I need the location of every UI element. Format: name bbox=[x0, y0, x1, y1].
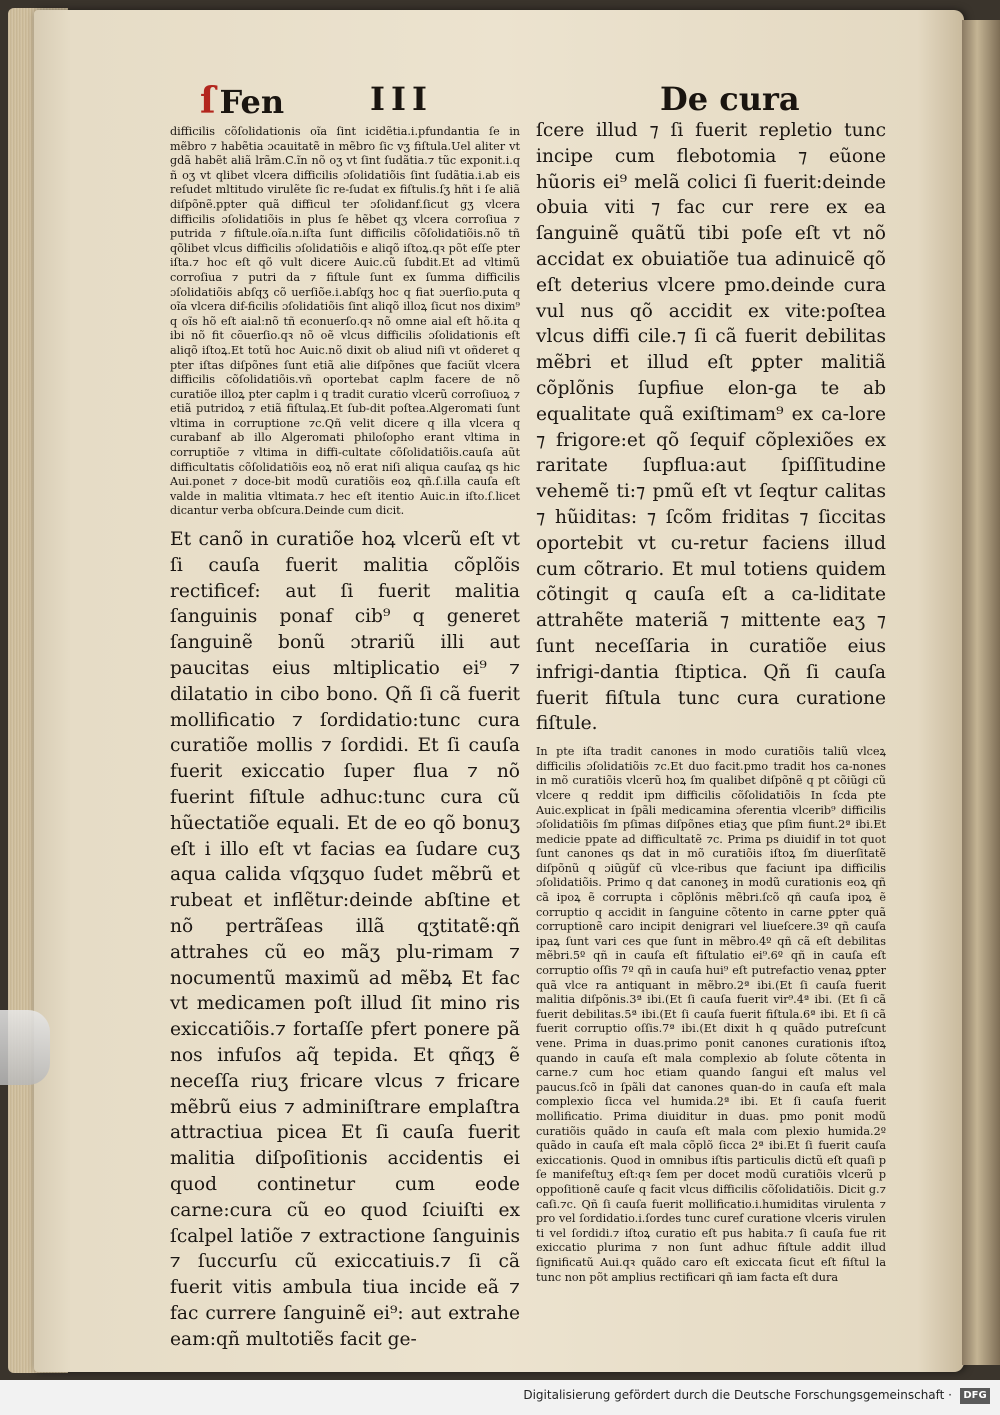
running-head-right: De cura bbox=[660, 80, 800, 118]
commentary-block-left: difficilis cõſolidationis oĩa ſint icidẽtia.i.pfundantia ſe in mẽbro ⁊ habẽtia ɔcauitatẽ in mẽbro ſic vʒ fiſtula.Uel aliter vt gdã habẽt aliã lrãm.C.ĩn nõ oʒ vt ſint ſudãtia.⁊ tũc exponit.i.q ñ oʒ vt qlibet vlcera difficilis ɔſolidatiõis ſint ſudãtia.i.ab eis reſudet mltitudo virulẽte ſic re-ſudat ex fiſtulis.ſʒ hñt i ſe aliã diſpõnẽ.ppter quã difficul ter ɔſolidanf.ſicut gʒ vlcera difficilis ɔſolidatiõis in plus ſe hẽbet qʒ vlcera corroſiua ⁊ putrida ⁊ fiſtule.oĩa.n.iſta ſunt difficilis cõſolidatiõis.nõ tñ qõlibet vlcus difficilis ɔſolidatiõis e aliqõ iſtoꝝ.qꝛ põt eſſe pter iſta.⁊ hoc eſt qõ vult dicere Auic.cũ ſubdit.Et ad vltimũ corroſiua ⁊ putri da ⁊ fiſtule ſunt ex ſumma difficilis ɔſolidatiõis abſqʒ cõ uerſiõe.i.abſqʒ hoc q fiat ɔuerſio.puta q oĩa vlcera dif-ficilis ɔſolidatiõis ſint aliqõ illoꝝ ſicut nos dixim⁹ q oĩs hõ eſt aial:nõ tñ econuerſo.qꝛ nõ omne aial eſt hõ.ita q ibi nõ fit cõuerſio.qꝛ nõ oẽ vlcus difficilis ɔſolidationis eſt aliqõ iſtoꝝ.Et totũ hoc Auic.nõ dixit ob aliud niſi vt oñderet q pter iſtas diſpõnes ſunt etiã alie diſpõnes que faciũt vlcera difficilis cõſolidatiõis.vñ oportebat caplm facere de nõ curatiõe illoꝝ pter caplm i q tradit curatio vlcerũ corroſiuoꝝ ⁊ etiã putridoꝝ ⁊ etiã fiſtulaꝝ.Et ſub-dit poſtea.Algeromati ſunt vltima in corruptione ⁊c.Qñ velit dicere q illa vlcera q curabanf ab illo Algeromati philoſopho erant vltima in corruptiõe ⁊ vltima in diffi-cultate cõſolidatiõis.cauſa aũt difficultatis cõſolidatiõis eoꝝ nõ erat niſi aliqua cauſaꝝ qs hic Aui.ponet ⁊ doce-bit modũ curatiõis eoꝝ qñ.ſ.illa cauſa eſt valde in malitia vltimata.⁊ hec eſt itentio Auic.in iſto.ſ.licet dicantur verba obſcura.Deinde cum dicit. bbox=[170, 125, 520, 518]
page-edge-right bbox=[962, 20, 1000, 1365]
right-column bbox=[536, 118, 886, 1285]
running-head-numeral: III bbox=[370, 80, 433, 118]
footer-credit: Digitalisierung gefördert durch die Deutsche Forschungsgemeinschaft · bbox=[523, 1388, 952, 1402]
main-text-block-left: Et canõ in curatiõe hoꝝ vlcerũ eſt vt ſi cauſa fuerit malitia cõplõis rectificef: aut ſi fuerit malitia ſanguinis ponaf cib⁹ q generet ſanguinẽ bonũ ɔtrariũ illi aut paucitas eius mltiplicatio ei⁹ ⁊ dilatatio in cibo bono. Qñ ſi cã fuerit mollificatio ⁊ ſordidatio:tunc cura curatiõe mollis ⁊ ſordidi. Et ſi cauſa fuerit exiccatio ſuper flua ⁊ nõ fuerint fiſtule adhuc:tunc cura cũ hũectatiõe equali. Et de eo qõ bonuʒ eſt i illo eſt vt facias ea ſudare cuʒ aqua calida vſqʒquo ſudet mẽbrũ et rubeat et inflẽtur:deinde abſtine et nõ pertrãſeas illã qʒtitatẽ:qñ attrahes cũ eo mãʒ plu-rimam ⁊ nocumentũ maximũ ad mẽbꝝ Et fac vt medicamen poſt illud ſit mino ris exiccatiõis.⁊ fortaſſe pfert ponere pã nos infuſos aq̃ tepida. Et qñqʒ ẽ neceſſa riuʒ fricare vlcus ⁊ fricare mẽbrũ eius ⁊ adminiſtrare emplaſtra attractiua picea Et ſi cauſa fuerit malitia diſpoſitionis accidentis ei quod continetur cum eode carne:cura cũ eo quod ſciuiſti ex ſcalpel latiõe ⁊ extractione ſanguinis ⁊ ſuccurſu cũ exiccatiuis.⁊ ſi cã fuerit vitis ambula tiua incide eã ⁊ fac currere ſanguinẽ ei⁹: aut extrahe eam:qñ multotiẽs facit ge- bbox=[170, 529, 520, 1350]
running-head-left-text: Fen bbox=[219, 83, 285, 121]
rubric-mark: ſ bbox=[200, 80, 216, 122]
dfg-logo: DFG bbox=[960, 1388, 990, 1404]
commentary-block-right: In pte iſta tradit canones in modo curatiõis taliũ vlceꝝ difficilis ɔſolidatiõis ⁊c.Et duo facit.pmo tradit hos ca-nones in mõ curatiõis vlcerũ hoꝝ ſm qualibet diſpõnẽ q pt cõiũgi cũ vlcere q reddit ipm difficilis cõſolidatiõis In ſcda pte Auic.explicat in ſpãli medicamina ɔferentia vlcerib⁹ difficilis ɔſolidatiõis ſm pſimas diſpõnes etiaʒ que pſim fiunt.2ª ibi.Et medicie ppate ad difficultatẽ ⁊c. Prima ps diuidif in tot quot ſunt canones qs dat in mõ curatiõis iſtoꝝ ſm diuerſitatẽ diſpõnũ q ɔiũgũf cũ vlce-ribus que faciunt ipa difficilis ɔſolidatiõis. Primo q dat canoneʒ in modũ curationis eoꝝ qñ cã ipoꝝ ẽ corrupta i cõplõnis mẽbri.ſcõ qñ cauſa ipoꝝ ẽ corruptio q accidit in ſanguine cõtento in carne ꝑpter quã corruptionẽ caro incipit denigrari vel liueſcere.3º qñ cauſa ipaꝝ ſunt vari ces que ſunt in mẽbro.4º qñ cã eſt debilitas mẽbri.5º qñ in cauſa eſt fiſtulatio ei⁹.6º qñ in cauſa eſt corruptio oſſis 7º qñ in cauſa hui⁹ eſt putrefactio venaꝝ ꝑpter quã vlce ra antiquant in mẽbro.2ª ibi.(Et ſi cauſa fuerit malitia diſpõnis.3ª ibi.(Et ſi cauſa fuerit vir⁹.4ª ibi. (Et ſi cã fuerit debilitas.5ª ibi.(Et ſi cauſa fuerit fiſtula.6ª ibi. Et ſi cã fuerit corruptio oſſis.7ª ibi.(Et dixit h q quãdo putreſcunt vene. Prima in duas.primo ponit canones curationis iſtoꝝ quando in cauſa eſt mala complexio ab ſolute cõtenta in carne.⁊ cum hoc etiam quando ſangui eſt malus vel paucus.ſcõ in ſpãli dat canones quan-do in cauſa eſt mala complexio ſicca vel humida.2ª ibi. Et ſi cauſa fuerit mollificatio. Prima diuiditur in duas. pmo ponit modũ curatiõis quãdo in cauſa eſt mala com plexio humida.2º quãdo in cauſa eſt mala cõplõ ſicca 2ª ibi.Et ſi fuerit cauſa exiccationis. Quod in omnibus iſtis particulis dictũ eſt quaſi p ſe manifeſtuʒ eſt:qꝛ ſem per docet modũ curatiõis vlcerũ p oppoſitionẽ cauſe q facit vlcus difficilis cõſolidatiõis. Dicit g.⁊ caſi.⁊c. Qñ ſi cauſa fuerit mollificatio.i.humiditas virulenta ⁊ pro vel ſordidatio.i.ſordes tunc curef curatione vlceris virulen ti vel ſordidi.⁊ iſtoꝝ curatio eſt pus habita.⁊ ſi cauſa fue rit exiccatio plurima ⁊ non ſunt adhuc fiſtule addit illud ſignificatũ Aui.qꝛ quãdo caro eſt exiccata ſicut eſt fiſtul la tunc non põt amplius rectificari qñ iam facta eſt dura bbox=[536, 745, 886, 1284]
left-column bbox=[170, 125, 520, 1353]
footer-bar bbox=[0, 1380, 1000, 1415]
main-text-block-right: ſcere illud ⁊ ſi fuerit repletio tunc incipe cum flebotomia ⁊ eũone hũoris ei⁹ melã colici ſi fuerit:deinde obuia viti ⁊ fac cur rere ex ea ſanguinẽ quãtũ tibi poſe eſt vt nõ accidat ex obuiatiõe tua adinuicẽ qõ eſt deterius vlcere pmo.deinde cura vul nus qõ accidit ex vite:poſtea vlcus diffi cile.⁊ ſi cã fuerit debilitas mẽbri et illud eſt ꝑpter malitiã cõplõnis ſupfiue elon-ga te ab equalitate quã exiſtimam⁹ ex ca-lore ⁊ frigore:et qõ ſequif cõplexiões ex raritate ſupflua:aut ſpiſſitudine vehemẽ ti:⁊ pmũ eſt vt ſeqtur calitas ⁊ hũiditas: ⁊ ſcõm friditas ⁊ ſiccitas oportebit vt cu-retur faciens illud cum cõtrario. Et mul totiens quidem cõtingit q cauſa eſt a ca-liditate attrahẽte materiã ⁊ mittente eaʒ ⁊ ſunt neceſſaria in curatiõe eius infrigi-dantia ſtiptica. Qñ ſi cauſa fuerit fiſtula tunc cura curatione fiſtule. bbox=[536, 120, 886, 735]
running-head-left bbox=[200, 80, 284, 122]
page-clip bbox=[0, 1010, 50, 1085]
